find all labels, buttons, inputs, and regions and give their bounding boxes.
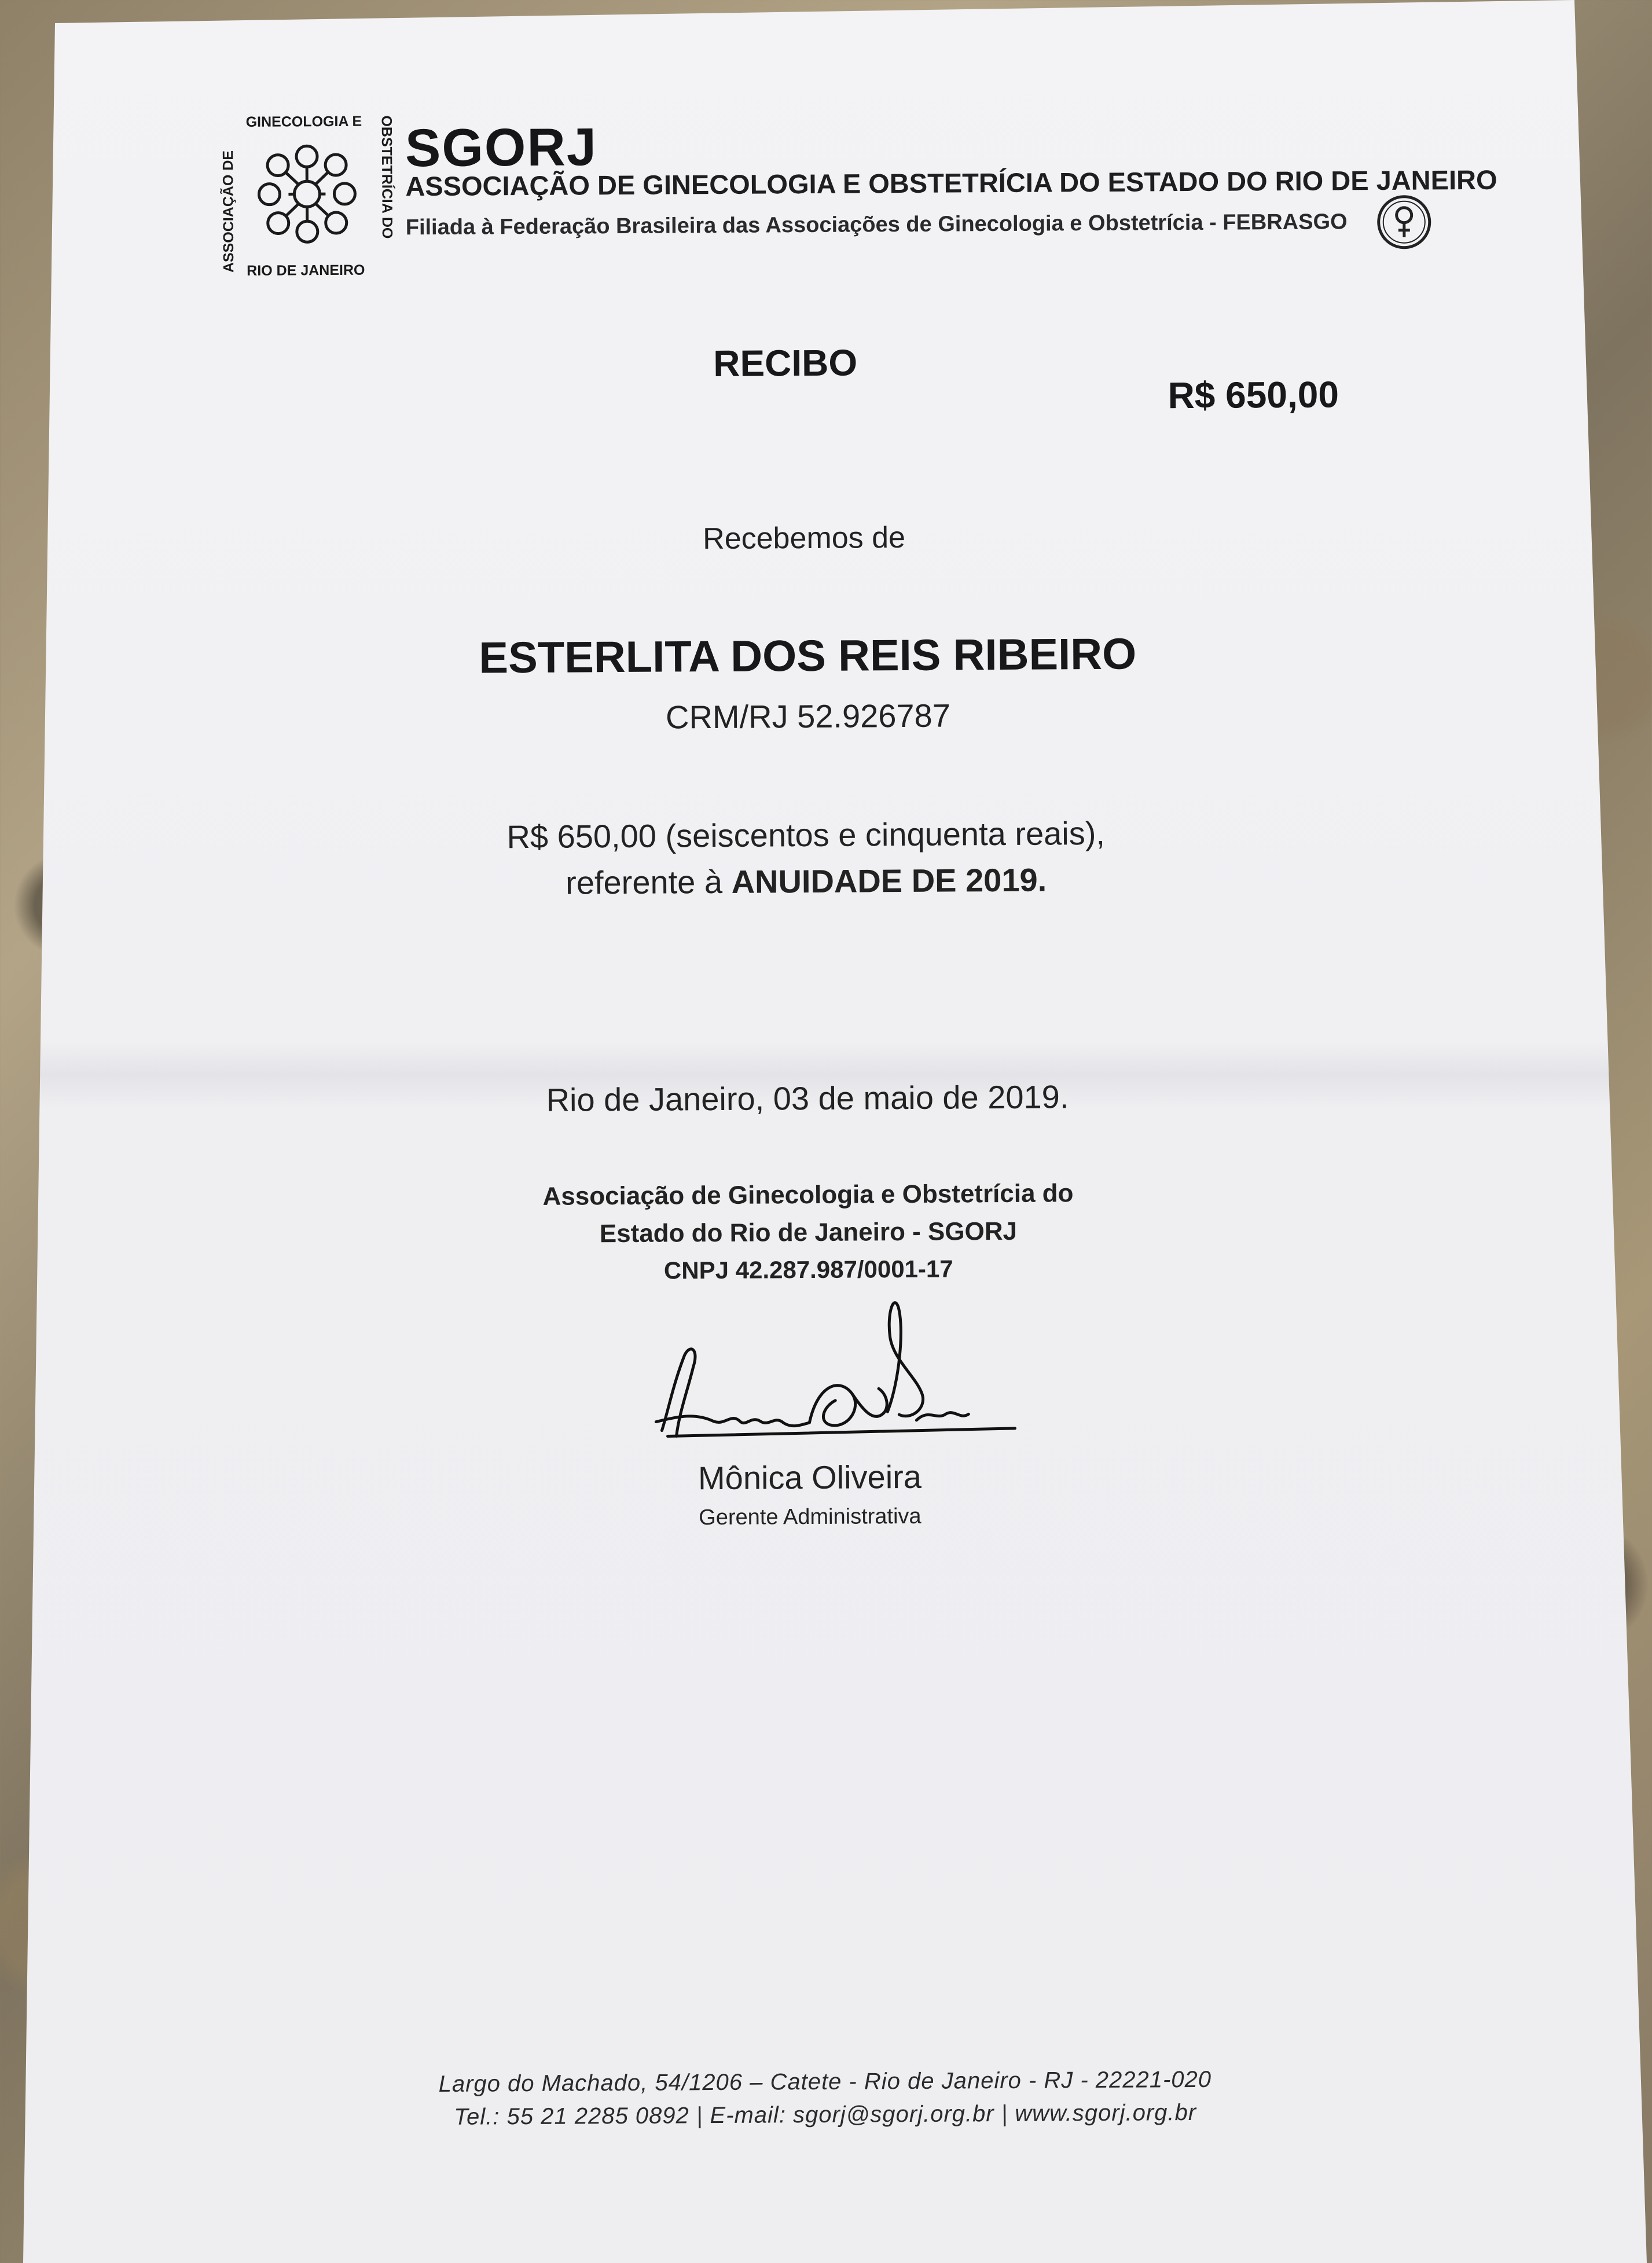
- issue-date: Rio de Janeiro, 03 de maio de 2019.: [546, 1078, 1069, 1118]
- reference-line: [0, 858, 1614, 905]
- brand-name: SGORJ: [405, 117, 598, 178]
- footer-contact: Tel.: 55 21 2285 0892 | E-mail: sgorj@sgorj.org.br | www.sgorj.org.br: [454, 2099, 1197, 2130]
- issuer-line-2: Estado do Rio de Janeiro - SGORJ: [599, 1217, 1018, 1248]
- logo-text-top: GINECOLOGIA E: [245, 113, 362, 130]
- received-from-label: Recebemos de: [703, 520, 906, 556]
- receipt-amount: R$ 650,00: [1168, 373, 1339, 417]
- sgorj-logo: [214, 109, 406, 284]
- receipt-title: RECIBO: [713, 341, 858, 385]
- payer-name: ESTERLITA DOS REIS RIBEIRO: [479, 629, 1137, 683]
- sgorj-logo-icon: [214, 109, 406, 284]
- signer-name: Mônica Oliveira: [697, 1458, 922, 1497]
- value-in-words: R$ 650,00 (seiscentos e cinquenta reais),: [506, 814, 1106, 855]
- logo-text-bottom: RIO DE JANEIRO: [247, 262, 365, 279]
- affiliation-line: Filiada à Federação Brasileira das Associações de Ginecologia e Obstetrícia - FEBRASGO: [405, 210, 1348, 240]
- association-name: ASSOCIAÇÃO DE GINECOLOGIA E OBSTETRÍCIA DO ESTADO DO RIO DE JANEIRO: [405, 164, 1497, 202]
- issuer-line-1: Associação de Ginecologia e Obstetrícia do: [542, 1179, 1074, 1211]
- reference-prefix: referente à: [565, 863, 723, 901]
- issuer-cnpj: CNPJ 42.287.987/0001-17: [663, 1255, 953, 1284]
- footer-address: Largo do Machado, 54/1206 – Catete - Rio de Janeiro - RJ - 22221-020: [438, 2066, 1212, 2097]
- logo-text-right: OBSTETRÍCIA DO: [378, 115, 395, 239]
- payer-crm: CRM/RJ 52.926787: [665, 697, 951, 736]
- reference-annuity: ANUIDADE DE 2019.: [731, 861, 1047, 900]
- febrasgo-emblem-icon: [1375, 193, 1433, 251]
- logo-text-left: ASSOCIAÇÃO DE: [219, 150, 237, 273]
- signer-role: Gerente Administrativa: [699, 1504, 922, 1530]
- handwritten-signature: [644, 1295, 1027, 1465]
